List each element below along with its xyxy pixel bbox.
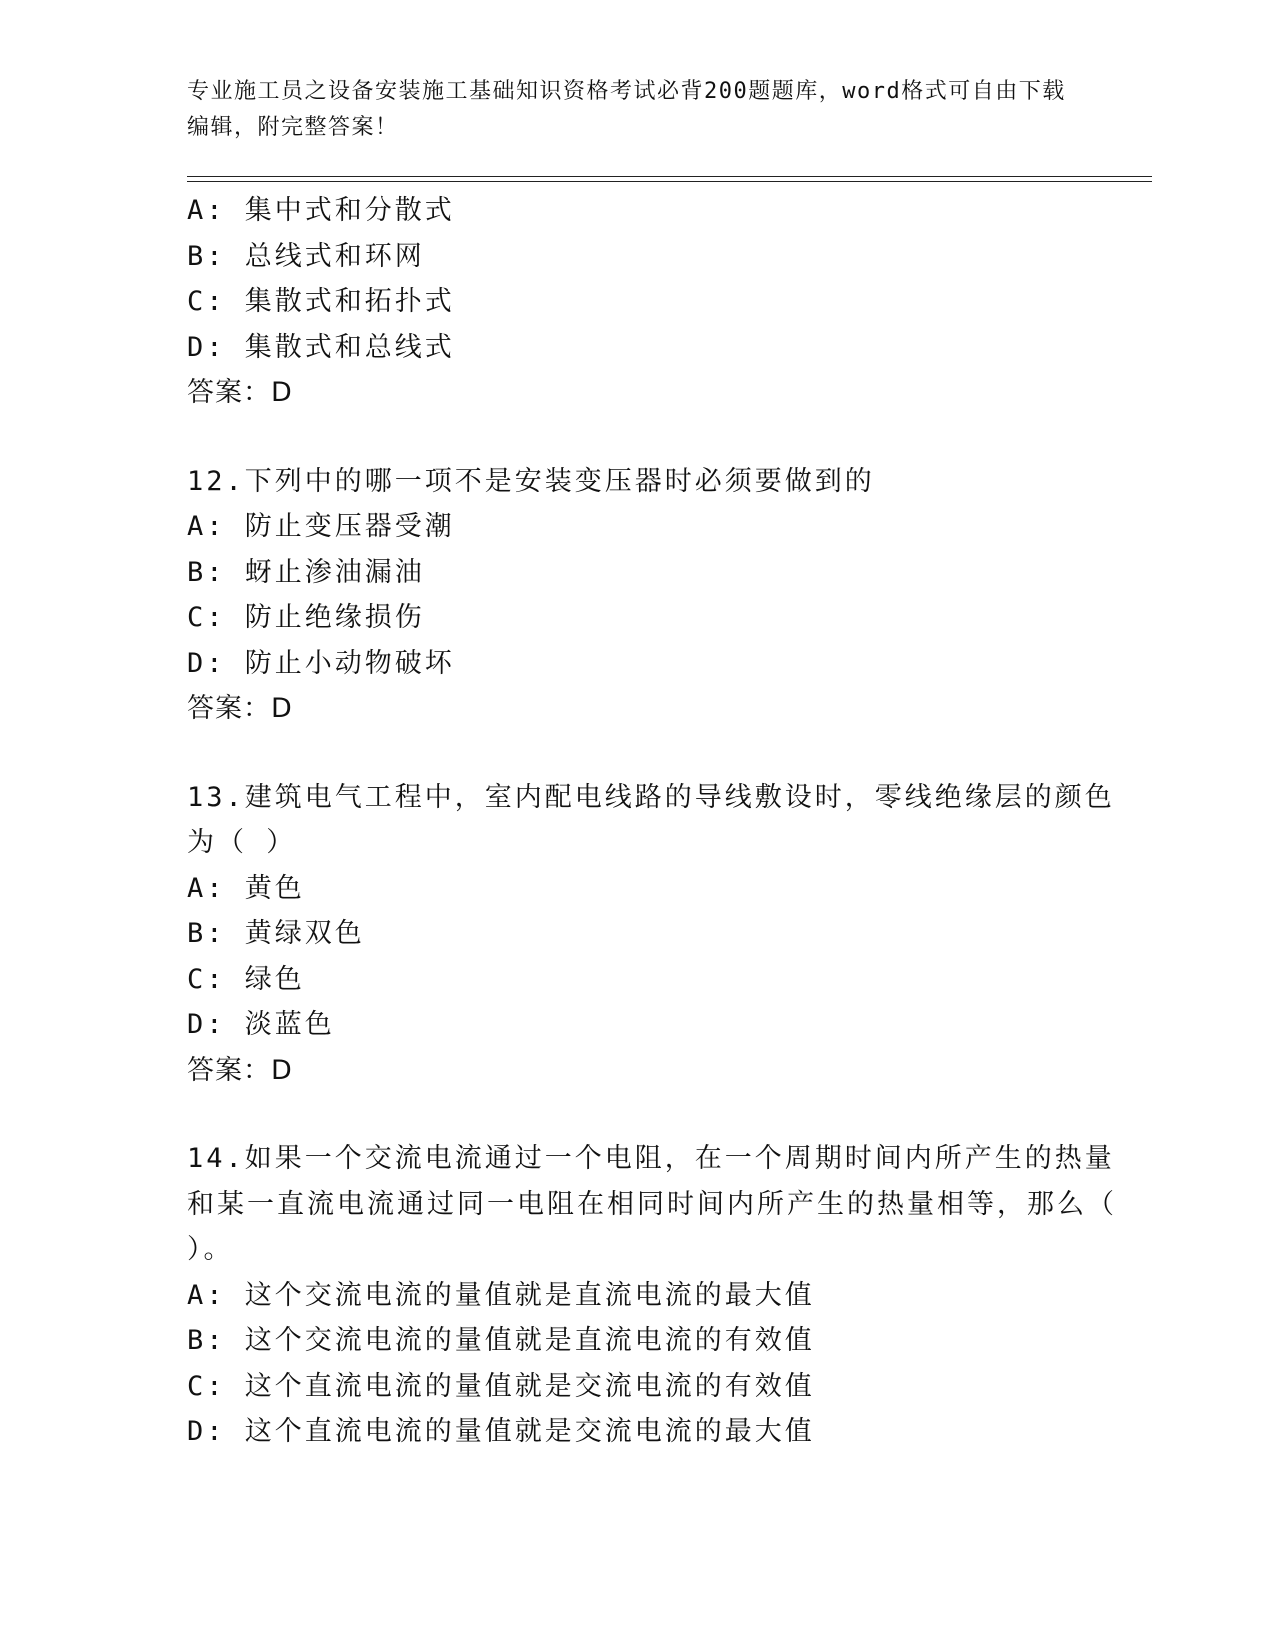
question-block-14: [187, 1136, 1127, 1455]
document-header: [187, 74, 1087, 146]
option-b: B: 总线式和环网: [187, 240, 425, 272]
option-d: D: 防止小动物破坏: [187, 647, 455, 679]
option-c: C: 防止绝缘损伤: [187, 602, 425, 633]
header-rule-bottom: [187, 181, 1152, 182]
option-a: A: 防止变压器受潮: [187, 511, 455, 542]
option-b: B: 黄绿双色: [187, 918, 365, 949]
question-block-11: [187, 188, 1127, 416]
option-c: C: 这个直流电流的量值就是交流电流的有效值: [187, 1370, 815, 1402]
option-d: D: 淡蓝色: [187, 1009, 335, 1040]
header-title: 专业施工员之设备安装施工基础知识资格考试必背200题题库，word格式可自由下载编辑，附完整答案！: [187, 79, 1066, 140]
option-a: A: 集中式和分散式: [187, 195, 455, 226]
option-d: D: 这个直流电流的量值就是交流电流的最大值: [187, 1416, 815, 1447]
option-d: D: 集散式和总线式: [187, 331, 455, 363]
question-block-13: [187, 775, 1127, 1094]
option-a: A: 这个交流电流的量值就是直流电流的最大值: [187, 1279, 815, 1311]
question-block-12: [187, 459, 1127, 732]
question-stem: 13.建筑电气工程中，室内配电线路的导线敷设时，零线绝缘层的颜色为（ ）: [187, 781, 1115, 858]
option-b: B: 蚜止渗油漏油: [187, 556, 425, 588]
spacer: [187, 416, 1127, 459]
option-a: A: 黄色: [187, 872, 305, 904]
header-rule-top: [187, 176, 1152, 177]
answer-line: 答案：D: [187, 377, 293, 408]
answer-line: 答案：D: [187, 1054, 293, 1086]
question-stem: 14.如果一个交流电流通过一个电阻，在一个周期时间内所产生的热量和某一直流电流通过同一电阻在相同时间内所产生的热量相等，那么（ ）。: [187, 1143, 1117, 1265]
question-stem: 12.下列中的哪一项不是安装变压器时必须要做到的: [187, 465, 875, 497]
option-c: C: 绿色: [187, 963, 305, 995]
spacer: [187, 1093, 1127, 1136]
question-list: [187, 188, 1127, 1455]
answer-line: 答案：D: [187, 693, 293, 724]
option-b: B: 这个交流电流的量值就是直流电流的有效值: [187, 1325, 815, 1356]
spacer: [187, 732, 1127, 775]
option-c: C: 集散式和拓扑式: [187, 286, 455, 317]
